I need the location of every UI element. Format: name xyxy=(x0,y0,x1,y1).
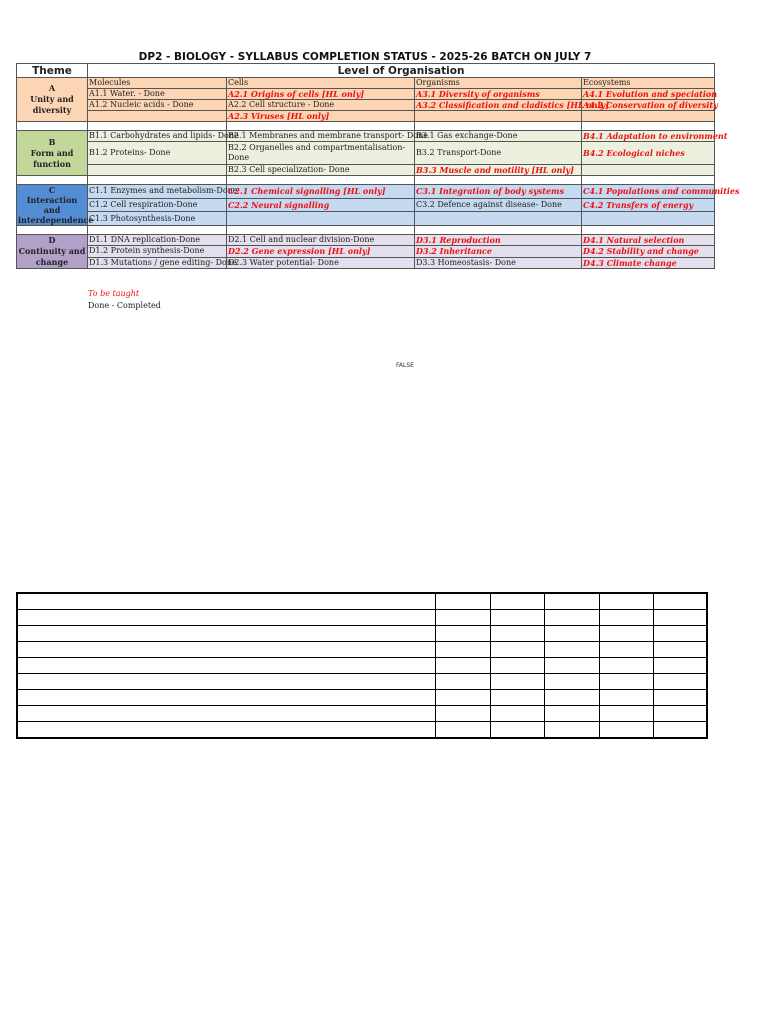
topic-cell xyxy=(582,111,715,122)
spacer-row xyxy=(17,226,715,235)
table-row xyxy=(17,89,715,100)
spacer-row xyxy=(17,176,715,185)
topic-cell: A4.2 Conservation of diversity xyxy=(583,100,718,110)
topic-cell xyxy=(88,111,227,122)
level-label: Organisms xyxy=(415,78,582,89)
topic-cell: B4.2 Ecological niches xyxy=(582,142,715,165)
table-row xyxy=(17,246,715,257)
theme-header: Theme xyxy=(17,64,88,78)
grid-row xyxy=(17,673,707,689)
grid-row xyxy=(17,593,707,610)
table-row xyxy=(17,185,715,199)
topic-cell: C1.2 Cell respiration-Done xyxy=(88,198,227,212)
table-row xyxy=(17,257,715,268)
topic-cell: C3.1 Integration of body systems xyxy=(415,185,582,199)
topic-cell: B4.1 Adaptation to environment xyxy=(583,131,728,141)
table-row xyxy=(17,142,715,165)
topic-cell xyxy=(415,111,582,122)
table-row xyxy=(17,198,715,212)
theme-cell-b xyxy=(17,131,88,176)
table-row xyxy=(17,212,715,226)
theme-cell-d xyxy=(17,235,88,269)
topic-cell: D4.2 Stability and change xyxy=(582,246,715,257)
topic-cell: C2.1 Chemical signalling [HL only] xyxy=(227,185,415,199)
level-label: Molecules xyxy=(88,78,227,89)
topic-cell: C3.2 Defence against disease- Done xyxy=(415,198,582,212)
topic-cell: C1.3 Photosynthesis-Done xyxy=(88,212,227,226)
topic-cell: C1.1 Enzymes and metabolism-Done xyxy=(88,185,227,199)
theme-cell-c xyxy=(17,185,94,226)
topic-cell: B2.3 Cell specialization- Done xyxy=(227,165,415,176)
level-label: Ecosystems xyxy=(582,78,715,89)
topic-cell: C4.1 Populations and communities xyxy=(583,186,740,197)
topic-cell: A2.3 Viruses [HL only] xyxy=(227,111,415,122)
empty-grid xyxy=(16,592,708,739)
grid-row xyxy=(17,689,707,705)
topic-cell xyxy=(227,212,415,226)
topic-cell xyxy=(415,212,582,226)
table-row xyxy=(17,235,715,246)
topic-cell: D1.1 DNA replication-Done xyxy=(88,235,227,246)
topic-cell: C2.2 Neural signalling xyxy=(227,198,415,212)
topic-cell: D2.1 Cell and nuclear division-Done xyxy=(227,235,415,246)
topic-cell xyxy=(582,212,715,226)
spacer-row xyxy=(17,122,715,131)
grid-row xyxy=(17,610,707,626)
legend-to-be-taught: To be taught xyxy=(88,289,140,298)
theme-letter: B xyxy=(48,136,56,147)
topic-cell: B1.2 Proteins- Done xyxy=(88,142,227,165)
topic-cell: D3.3 Homeostasis- Done xyxy=(415,257,582,268)
topic-cell: D2.2 Gene expression [HL only] xyxy=(227,246,415,257)
theme-letter: A xyxy=(48,83,56,93)
topic-cell: D3.2 Inheritance xyxy=(415,246,582,257)
table-row xyxy=(17,100,715,111)
legend-done: Done - Completed xyxy=(88,301,161,310)
topic-cell: A3.1 Diversity of organisms xyxy=(415,89,582,100)
topic-cell: B1.1 Carbohydrates and lipids- Done xyxy=(89,131,239,140)
topic-cell: D4.3 Climate change xyxy=(582,257,715,268)
syllabus-table xyxy=(16,63,740,269)
theme-name: Interaction and interdependence xyxy=(18,195,94,225)
theme-name: Continuity and change xyxy=(18,246,86,267)
topic-cell: C4.2 Transfers of energy xyxy=(582,198,715,212)
theme-letter: D xyxy=(48,235,56,245)
topic-cell xyxy=(88,165,227,176)
page-title: DP2 - BIOLOGY - SYLLABUS COMPLETION STATUS - 2025-26 BATCH ON JULY 7 xyxy=(138,51,592,63)
table-row xyxy=(17,131,715,142)
table-row xyxy=(17,165,715,176)
topic-cell: D1.2 Protein synthesis-Done xyxy=(88,246,227,257)
theme-name: Unity and diversity xyxy=(30,94,74,115)
theme-letter: C xyxy=(48,185,56,195)
grid-row xyxy=(17,657,707,673)
topic-cell: A4.1 Evolution and speciation xyxy=(583,89,718,99)
topic-cell: D1.3 Mutations / gene editing- Done xyxy=(89,257,237,267)
topic-cell: A2.2 Cell structure - Done xyxy=(227,100,415,111)
topic-cell: B2.2 Organelles and compartmentalisation-Done xyxy=(227,142,415,165)
table-row xyxy=(17,111,715,122)
false-value: FALSE xyxy=(396,362,414,369)
level-label: Cells xyxy=(227,78,415,89)
grid-row xyxy=(17,626,707,642)
topic-cell: A1.2 Nucleic acids - Done xyxy=(88,100,227,111)
topic-cell: B3.1 Gas exchange-Done xyxy=(415,131,582,142)
topic-cell: B3.2 Transport-Done xyxy=(415,142,582,165)
header-row xyxy=(17,64,715,78)
topic-cell: D2.3 Water potential- Done xyxy=(227,257,415,268)
topic-cell: B3.3 Muscle and motility [HL only] xyxy=(415,165,582,176)
theme-name: Form and function xyxy=(30,147,74,169)
topic-cell: D3.1 Reproduction xyxy=(415,235,582,246)
theme-cell-a xyxy=(17,78,88,122)
topic-cell: A1.1 Water. - Done xyxy=(88,89,227,100)
grid-row xyxy=(17,705,707,721)
topic-cell: B2.1 Membranes and membrane transport- Done xyxy=(228,131,428,140)
topic-cell: A3.2 Classification and cladistics [HL only] xyxy=(416,100,609,110)
grid-row xyxy=(17,641,707,657)
table-row xyxy=(17,78,715,89)
topic-cell: D4.1 Natural selection xyxy=(582,235,715,246)
topic-cell xyxy=(582,165,715,176)
grid-row xyxy=(17,721,707,738)
topic-cell: A2.1 Origins of cells [HL only] xyxy=(227,89,415,100)
level-header: Level of Organisation xyxy=(88,64,715,78)
